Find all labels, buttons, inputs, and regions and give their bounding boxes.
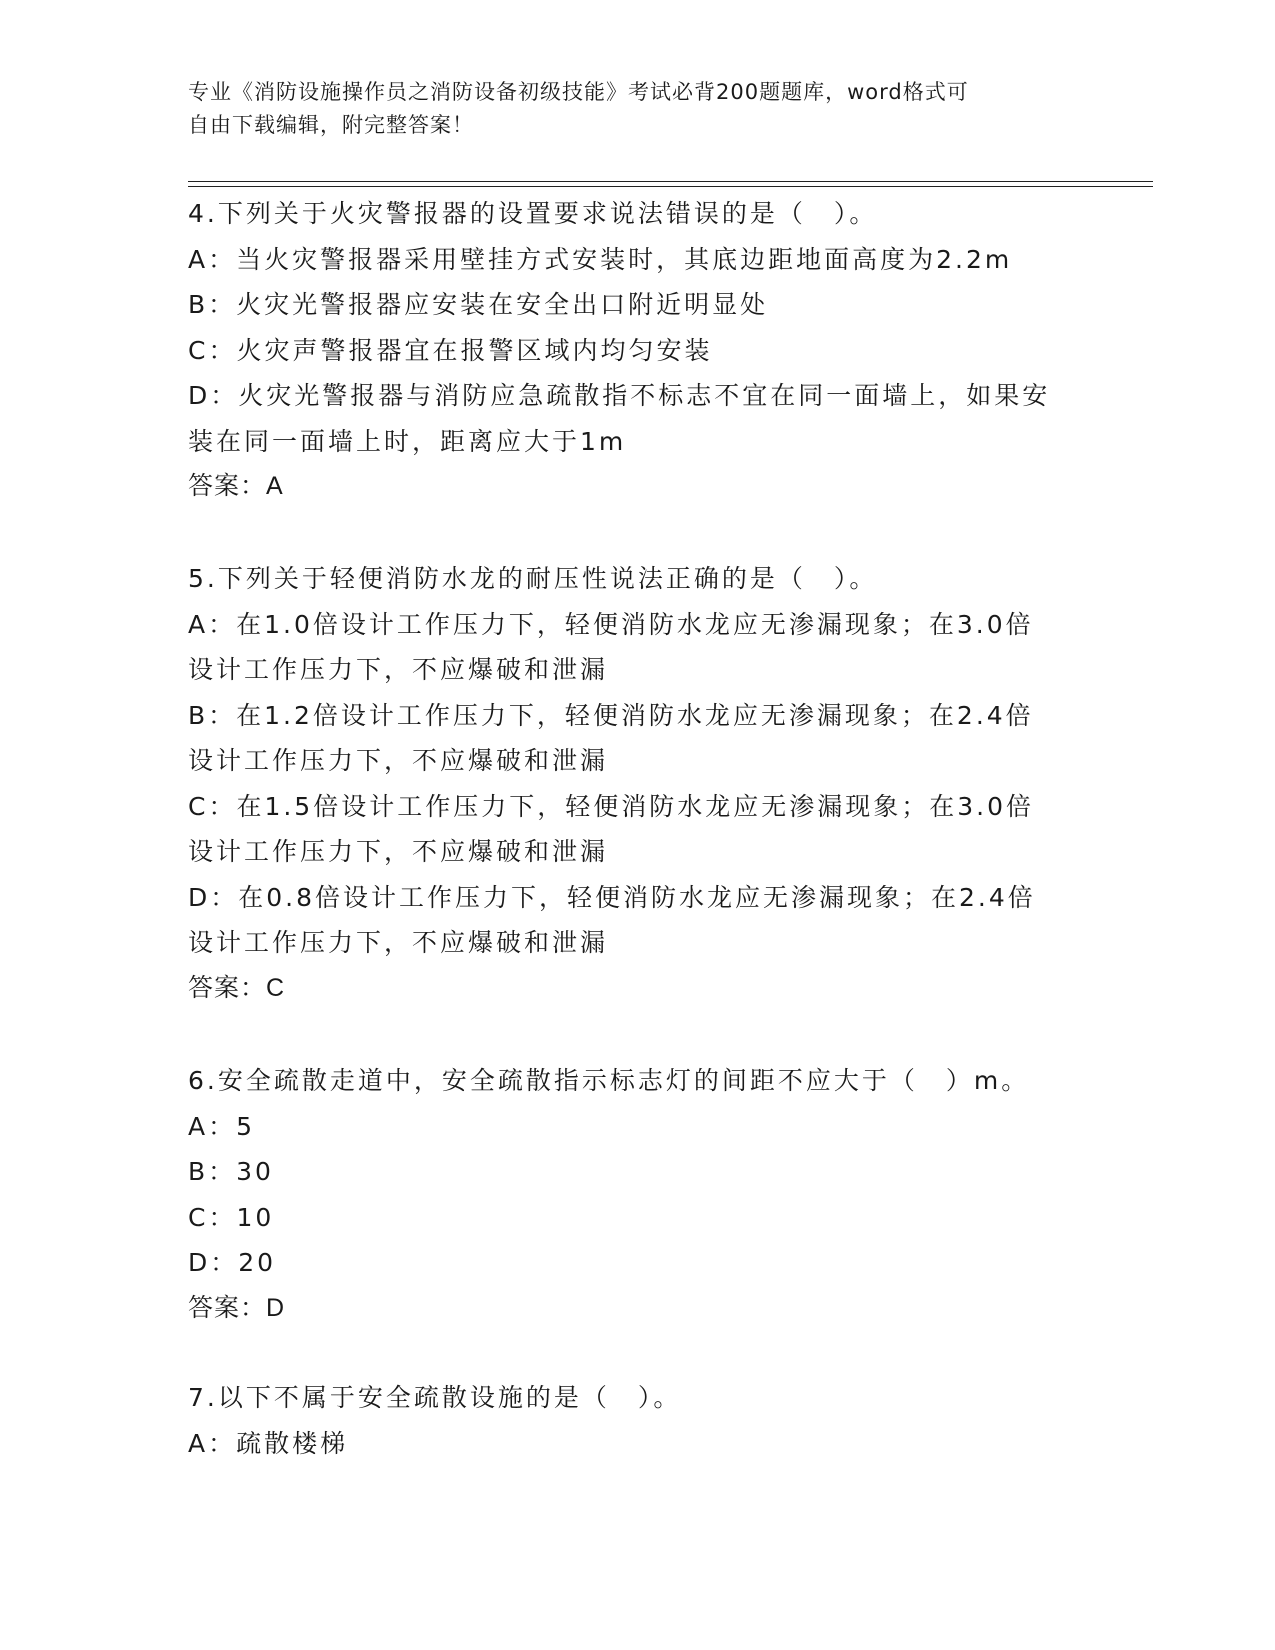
question-5-option-c: C：在1.5倍设计工作压力下，轻便消防水龙应无渗漏现象；在3.0倍 [188,791,1034,821]
question-5-option-c-continued: 设计工作压力下，不应爆破和泄漏 [188,837,609,866]
question-5-option-d: D：在0.8倍设计工作压力下，轻便消防水龙应无渗漏现象；在2.4倍 [188,882,1036,912]
question-4-option-d-continued: 装在同一面墙上时，距离应大于1m [188,426,627,456]
header-line-1: 专业《消防设施操作员之消防设备初级技能》考试必背200题题库，word格式可 [188,80,969,104]
question-4-option-b: B：火灾光警报器应安装在安全出口附近明显处 [188,290,769,319]
question-6-option-b: B：30 [188,1157,274,1186]
question-4-option-a: A：当火灾警报器采用壁挂方式安装时，其底边距地面高度为2.2m [188,244,1013,274]
question-4-option-d: D：火灾光警报器与消防应急疏散指不标志不宜在同一面墙上，如果安 [188,381,1051,410]
question-6-option-d: D：20 [188,1248,277,1277]
question-7-option-a: A：疏散楼梯 [188,1428,349,1458]
question-5-option-b: B：在1.2倍设计工作压力下，轻便消防水龙应无渗漏现象；在2.4倍 [188,700,1034,730]
question-6-option-c: C：10 [188,1202,275,1232]
question-7 [188,1375,1088,1466]
question-5-option-a-continued: 设计工作压力下，不应爆破和泄漏 [188,655,609,684]
document-header [188,76,1068,142]
header-line-2: 自由下载编辑，附完整答案！ [188,113,474,137]
question-5-option-b-continued: 设计工作压力下，不应爆破和泄漏 [188,746,609,775]
question-7-stem: 7.以下不属于安全疏散设施的是（ ）。 [188,1383,682,1412]
question-5-option-d-continued: 设计工作压力下，不应爆破和泄漏 [188,928,609,957]
question-4-stem: 4.下列关于火灾警报器的设置要求说法错误的是（ ）。 [188,199,878,228]
question-5-option-a: A：在1.0倍设计工作压力下，轻便消防水龙应无渗漏现象；在3.0倍 [188,609,1034,639]
question-6-option-a: A：5 [188,1111,256,1141]
question-4 [188,191,1088,510]
question-6-stem: 6.安全疏散走道中，安全疏散指示标志灯的间距不应大于（ ）m。 [188,1066,1030,1095]
question-5-answer: 答案：C [188,973,286,1002]
question-4-answer: 答案：A [188,472,284,500]
question-6 [188,1058,1088,1331]
header-divider-bottom [188,186,1153,187]
question-5-stem: 5.下列关于轻便消防水龙的耐压性说法正确的是（ ）。 [188,564,878,593]
question-4-option-c: C：火灾声警报器宜在报警区域内均匀安装 [188,335,713,365]
question-6-answer: 答案：D [188,1293,286,1322]
header-divider-top [188,181,1153,182]
question-5 [188,556,1088,1011]
